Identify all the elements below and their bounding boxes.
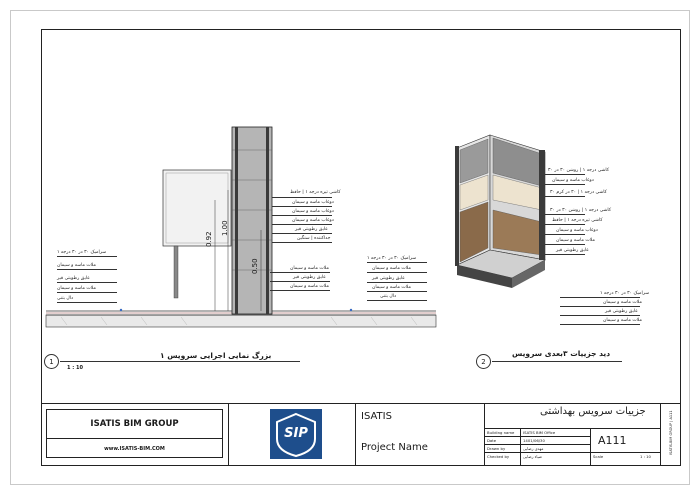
row-value: ISATIS BIM Office [523, 430, 556, 435]
row-label: Checked by [487, 454, 510, 459]
callout-label: عایق رطوبتی قیر [293, 275, 327, 280]
row-label: Building name [487, 430, 515, 435]
callout-label: دوغاب ماسه و سیمان [292, 200, 334, 205]
callout-label: کاشی درجه ۱ | ۳۰ در کرم ۳۰ [550, 190, 607, 195]
sheet-number: A111 [598, 434, 627, 447]
view2-title: دید جزییات ۳بعدی سرویس [512, 349, 611, 358]
view-number-1: 1 [44, 354, 59, 369]
callout-label: عایق رطوبتی قیر [57, 276, 91, 281]
callout-label: عایق رطوبتی قیر [372, 276, 406, 281]
callout-label: ملات ماسه و سیمان [290, 266, 329, 271]
callout-label: عایق رطوبتی قیر [295, 227, 329, 232]
callout-label: دال بتنی [57, 296, 73, 301]
row-label: Date [487, 438, 497, 443]
callout-label: ملات ماسه و سیمان [556, 238, 595, 243]
company-logo [270, 409, 322, 459]
callout-label: ملات ماسه و سیمان [290, 284, 329, 289]
callout-label: دوغاب ماسه و سیمان [556, 228, 598, 233]
project-name: Project Name [361, 442, 428, 453]
view1-scale: 1 : 10 [67, 365, 83, 371]
callout-label: کاشی درجه ۱ | روشن ۳۰ در ۳۰ [548, 168, 610, 173]
callout-label: کاشی تیره درجه ۱ | حافظ [552, 218, 603, 223]
callout-label: کاشی تیره درجه ۱ | حافظ [290, 190, 341, 195]
callout-label: دوغاب ماسه و سیمان [552, 178, 594, 183]
callout-label: ملات ماسه و سیمان [603, 318, 642, 323]
callout-label: دوغاب ماسه و سیمان [292, 218, 334, 223]
callout-label: ملات ماسه و سیمان [57, 286, 96, 291]
callout-label: سرامیک ۳۰ در ۳۰ درجه ۱ [57, 250, 107, 255]
callout-label: عایق رطوبتی قیر [605, 309, 639, 314]
callout-label: ملات ماسه و سیمان [57, 263, 96, 268]
isometric-detail-drawing [445, 130, 565, 305]
dimension-0-92: 0.92 [205, 231, 213, 247]
sheet-title: جزییات سرویس بهداشتی [540, 406, 646, 417]
view-number-2: 2 [476, 354, 491, 369]
logo-text: SIP [284, 426, 308, 441]
callout-label: سرامیک ۳۰ در ۳۰ درجه ۱ [367, 256, 417, 261]
view1-title: بزرگ نمایی اجرایی سرویس ۱ [160, 351, 272, 360]
callout-label: ملات ماسه و سیمان [372, 285, 411, 290]
callout-label: کاشی درجه ۱ | روشن ۳۰ در ۳۰ [550, 208, 612, 213]
callout-label: دال بتنی [380, 294, 396, 299]
side-note: ISATIS-BIM GROUP | A111 [669, 410, 673, 455]
callout-label: ملات ماسه و سیمان [603, 300, 642, 305]
client-name: ISATIS [361, 411, 392, 422]
scale-label: Scale [593, 454, 604, 459]
callout-label: سرامیک ۳۰ در ۳۰ درجه ۱ [600, 291, 650, 296]
company-name: ISATIS BIM GROUP [90, 419, 179, 429]
company-website[interactable]: www.ISATIS-BIM.COM [104, 446, 165, 452]
dimension-1-00: 1.00 [221, 220, 229, 236]
row-value: ضیاء رضایی [523, 454, 542, 459]
row-value: 1401/06/30 [523, 438, 545, 443]
dimension-0-50: 0.50 [251, 258, 259, 274]
scale-value: 1 : 10 [640, 454, 651, 459]
callout-label: عایق رطوبتی قیر [556, 248, 590, 253]
callout-label: دوغاب ماسه و سیمان [292, 209, 334, 214]
row-label: Drawn by [487, 446, 506, 451]
callout-label: ملات ماسه و سیمان [372, 266, 411, 271]
row-value: مهدی رضایی [523, 446, 544, 451]
callout-label: جداکننده | سنگین [297, 236, 331, 241]
